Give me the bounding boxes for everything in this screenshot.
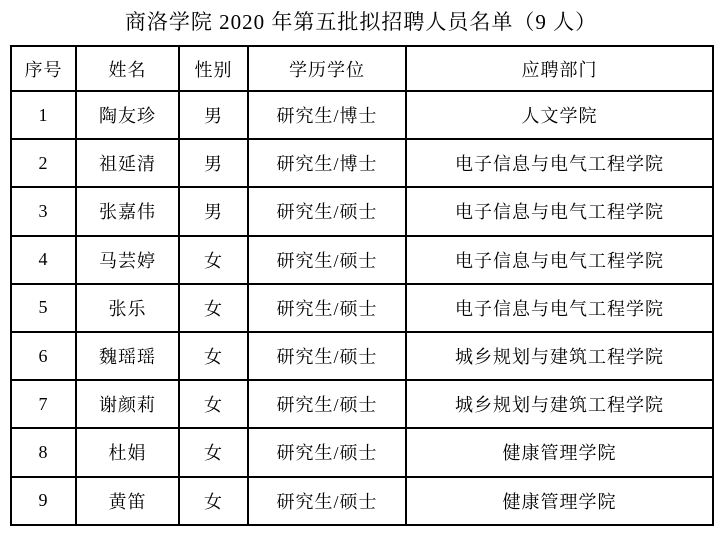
table-row xyxy=(11,428,713,476)
table-row xyxy=(11,332,713,380)
cell-gender: 女 xyxy=(179,477,248,525)
cell-gender: 女 xyxy=(179,332,248,380)
cell-department: 健康管理学院 xyxy=(406,428,713,476)
cell-index: 6 xyxy=(11,332,76,380)
cell-index: 9 xyxy=(11,477,76,525)
cell-index: 3 xyxy=(11,187,76,235)
cell-degree: 研究生/硕士 xyxy=(248,332,406,380)
cell-name: 黄笛 xyxy=(76,477,179,525)
cell-name: 魏瑶瑶 xyxy=(76,332,179,380)
cell-name: 张嘉伟 xyxy=(76,187,179,235)
table-row xyxy=(11,91,713,139)
cell-degree: 研究生/硕士 xyxy=(248,477,406,525)
cell-department: 健康管理学院 xyxy=(406,477,713,525)
cell-degree: 研究生/硕士 xyxy=(248,236,406,284)
cell-department: 电子信息与电气工程学院 xyxy=(406,139,713,187)
cell-index: 4 xyxy=(11,236,76,284)
cell-name: 陶友珍 xyxy=(76,91,179,139)
column-header-department: 应聘部门 xyxy=(406,46,713,91)
cell-gender: 男 xyxy=(179,187,248,235)
cell-name: 张乐 xyxy=(76,284,179,332)
cell-name: 马芸婷 xyxy=(76,236,179,284)
cell-degree: 研究生/硕士 xyxy=(248,380,406,428)
cell-index: 1 xyxy=(11,91,76,139)
table-row xyxy=(11,477,713,525)
cell-department: 电子信息与电气工程学院 xyxy=(406,284,713,332)
cell-department: 电子信息与电气工程学院 xyxy=(406,187,713,235)
cell-degree: 研究生/硕士 xyxy=(248,428,406,476)
cell-index: 7 xyxy=(11,380,76,428)
table-row xyxy=(11,380,713,428)
cell-name: 杜娟 xyxy=(76,428,179,476)
cell-gender: 女 xyxy=(179,284,248,332)
cell-degree: 研究生/博士 xyxy=(248,91,406,139)
table-row xyxy=(11,284,713,332)
cell-gender: 男 xyxy=(179,139,248,187)
cell-degree: 研究生/硕士 xyxy=(248,187,406,235)
cell-name: 谢颜莉 xyxy=(76,380,179,428)
cell-department: 电子信息与电气工程学院 xyxy=(406,236,713,284)
table-header xyxy=(11,46,713,91)
cell-index: 5 xyxy=(11,284,76,332)
cell-gender: 女 xyxy=(179,428,248,476)
column-header-index: 序号 xyxy=(11,46,76,91)
cell-gender: 男 xyxy=(179,91,248,139)
cell-department: 城乡规划与建筑工程学院 xyxy=(406,332,713,380)
column-header-name: 姓名 xyxy=(76,46,179,91)
table-body xyxy=(11,91,713,525)
column-header-degree: 学历学位 xyxy=(248,46,406,91)
cell-gender: 女 xyxy=(179,236,248,284)
recruitment-table xyxy=(10,45,714,526)
cell-department: 城乡规划与建筑工程学院 xyxy=(406,380,713,428)
cell-index: 8 xyxy=(11,428,76,476)
cell-degree: 研究生/博士 xyxy=(248,139,406,187)
cell-index: 2 xyxy=(11,139,76,187)
cell-gender: 女 xyxy=(179,380,248,428)
cell-name: 祖延清 xyxy=(76,139,179,187)
table-row xyxy=(11,236,713,284)
column-header-gender: 性别 xyxy=(179,46,248,91)
table-header-row xyxy=(11,46,713,91)
page-title: 商洛学院 2020 年第五批拟招聘人员名单（9 人） xyxy=(124,10,598,34)
cell-department: 人文学院 xyxy=(406,91,713,139)
table-row xyxy=(11,139,713,187)
cell-degree: 研究生/硕士 xyxy=(248,284,406,332)
table-row xyxy=(11,187,713,235)
